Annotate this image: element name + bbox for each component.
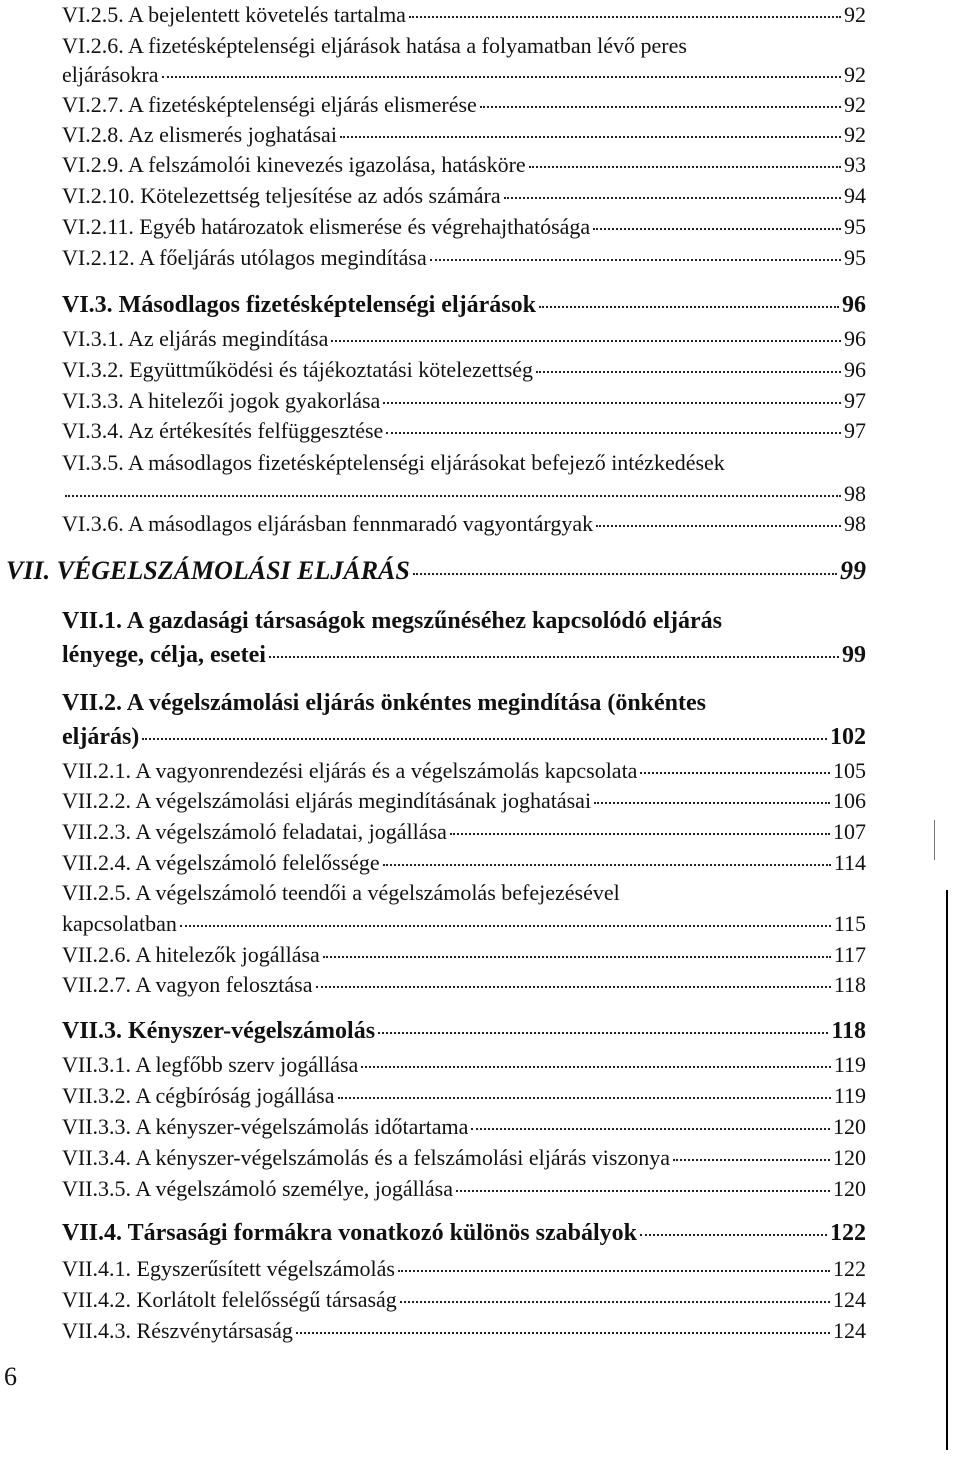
toc-entry: VII.2.6. A hitelezők jogállása 117 (62, 942, 866, 967)
toc-entry: VI.2.11. Egyéb határozatok elismerése és végrehajthatósága 95 (62, 214, 866, 239)
toc-entry: VI.2.7. A fizetésképtelenségi eljárás elismerése 92 (62, 92, 866, 117)
toc-entry: VI.3.1. Az eljárás megindítása 96 (62, 326, 866, 351)
toc-entry: VII.2.2. A végelszámolási eljárás megindításának joghatásai 106 (62, 788, 866, 813)
toc-entry: VI.3.4. Az értékesítés felfüggesztése 97 (62, 418, 866, 443)
toc-page-number: 92 (844, 2, 866, 27)
toc-section: VII.2. A végelszámolási eljárás önkéntes megindítása (önkéntes (62, 690, 706, 716)
toc-entry: VII.3.4. A kényszer-végelszámolás és a felszámolási eljárás viszonya 120 (62, 1145, 866, 1170)
toc-entry: VII.3.1. A legfőbb szerv jogállása 119 (62, 1052, 866, 1077)
toc-entry: VI.2.9. A felszámolói kinevezés igazolása, hatásköre 93 (62, 152, 866, 177)
toc-entry: VI.3.2. Együttműködési és tájékoztatási kötelezettség 96 (62, 357, 866, 382)
toc-section: eljárás) 102 (62, 724, 866, 750)
toc-entry: VI.2.10. Kötelezettség teljesítése az adós számára 94 (62, 183, 866, 208)
toc-section: VI.3. Másodlagos fizetésképtelenségi eljárások 96 (62, 292, 866, 318)
toc-entry: VII.4.2. Korlátolt felelősségű társaság 124 (62, 1287, 866, 1312)
toc-entry: VII.4.3. Részvénytársaság 124 (62, 1318, 866, 1343)
page-number: 6 (4, 1362, 17, 1391)
toc-entry: VII.2.7. A vagyon felosztása 118 (62, 972, 866, 997)
toc-section: VII.3. Kényszer-végelszámolás 118 (62, 1018, 866, 1044)
toc-entry: VI.2.6. A fizetésképtelenségi eljárások hatása a folyamatban lévő peres (62, 33, 687, 58)
toc-entry: VI.2.8. Az elismerés joghatásai 92 (62, 122, 866, 147)
toc-entry: eljárásokra 92 (62, 62, 866, 87)
toc-entry: VII.4.1. Egyszerűsített végelszámolás 122 (62, 1256, 866, 1281)
toc-entry: VII.2.1. A vagyonrendezési eljárás és a végelszámolás kapcsolata 105 (62, 758, 866, 783)
scan-edge-line (946, 890, 948, 1450)
toc-section: VII.4. Társasági formákra vonatkozó különös szabályok 122 (62, 1220, 866, 1246)
toc-entry: VII.2.3. A végelszámoló feladatai, jogállása 107 (62, 819, 866, 844)
toc-entry: VI.3.3. A hitelezői jogok gyakorlása 97 (62, 388, 866, 413)
toc-entry: VII.3.5. A végelszámoló személye, jogállása 120 (62, 1176, 866, 1201)
toc-entry: VI.2.12. A főeljárás utólagos megindítása 95 (62, 245, 866, 270)
toc-entry: VI.3.5. A másodlagos fizetésképtelenségi eljárásokat befejező intézkedések (62, 450, 725, 475)
toc-entry: VII.2.5. A végelszámoló teendői a végelszámolás befejezésével (62, 880, 620, 905)
toc-entry: 98 (62, 481, 866, 507)
toc-section: VII.1. A gazdasági társaságok megszűnéséhez kapcsolódó eljárás (62, 608, 723, 634)
toc-chapter: VII. VÉGELSZÁMOLÁSI ELJÁRÁS 99 (6, 556, 866, 585)
scan-edge-mark (934, 820, 935, 860)
toc-entry: kapcsolatban 115 (62, 911, 866, 936)
toc-section: lényege, célja, esetei 99 (62, 642, 866, 668)
toc-entry: VII.3.2. A cégbíróság jogállása 119 (62, 1083, 866, 1108)
toc-entry: VI.3.6. A másodlagos eljárásban fennmaradó vagyontárgyak 98 (62, 511, 866, 536)
toc-entry: VII.3.3. A kényszer-végelszámolás időtartama 120 (62, 1114, 866, 1139)
toc-entry: VI.2.5. A bejelentett követelés tartalma 92 (62, 2, 866, 27)
toc-entry: VII.2.4. A végelszámoló felelőssége 114 (62, 850, 866, 875)
